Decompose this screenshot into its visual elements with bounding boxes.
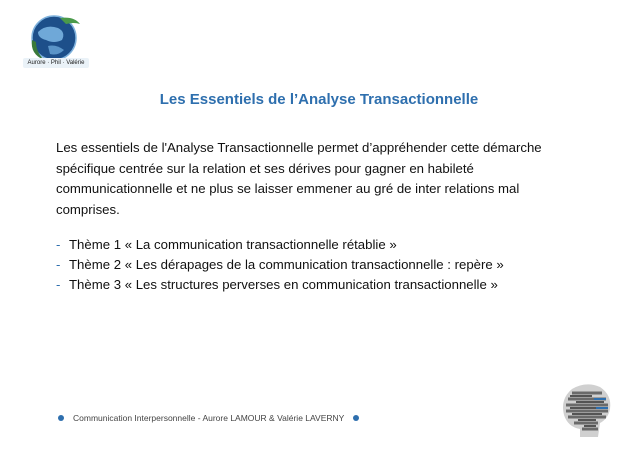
theme-text: Thème 1 « La communication transactionnelle rétablie » <box>69 237 397 252</box>
bullet-dash: - <box>56 277 61 292</box>
themes-list <box>56 235 504 295</box>
footer-dot-icon <box>353 415 359 421</box>
theme-item <box>56 235 504 255</box>
footer <box>58 411 359 425</box>
theme-item <box>56 255 504 275</box>
footer-text: Communication Interpersonnelle - Aurore LAMOUR & Valérie LAVERNY <box>73 413 345 423</box>
logo-caption: Aurore · Phil · Valérie <box>23 58 89 68</box>
theme-text: Thème 2 « Les dérapages de la communication transactionnelle : repère » <box>69 257 504 272</box>
slide-title: Les Essentiels de l’Analyse Transactionnelle <box>159 91 479 108</box>
bullet-dash: - <box>56 257 61 272</box>
footer-dot-icon <box>58 415 64 421</box>
bullet-dash: - <box>56 237 61 252</box>
theme-item <box>56 275 504 295</box>
brain-wordcloud-icon <box>552 379 618 445</box>
intro-paragraph: Les essentiels de l'Analyse Transactionnelle permet d’appréhender cette démarche spécifique centrée sur la relation et ses dérives pour gagner en habileté communicationnelle et ne plus se laisser emmener au gré de inter relations mal comprises. <box>56 140 542 217</box>
theme-text: Thème 3 « Les structures perverses en communication transactionnelle » <box>69 277 498 292</box>
